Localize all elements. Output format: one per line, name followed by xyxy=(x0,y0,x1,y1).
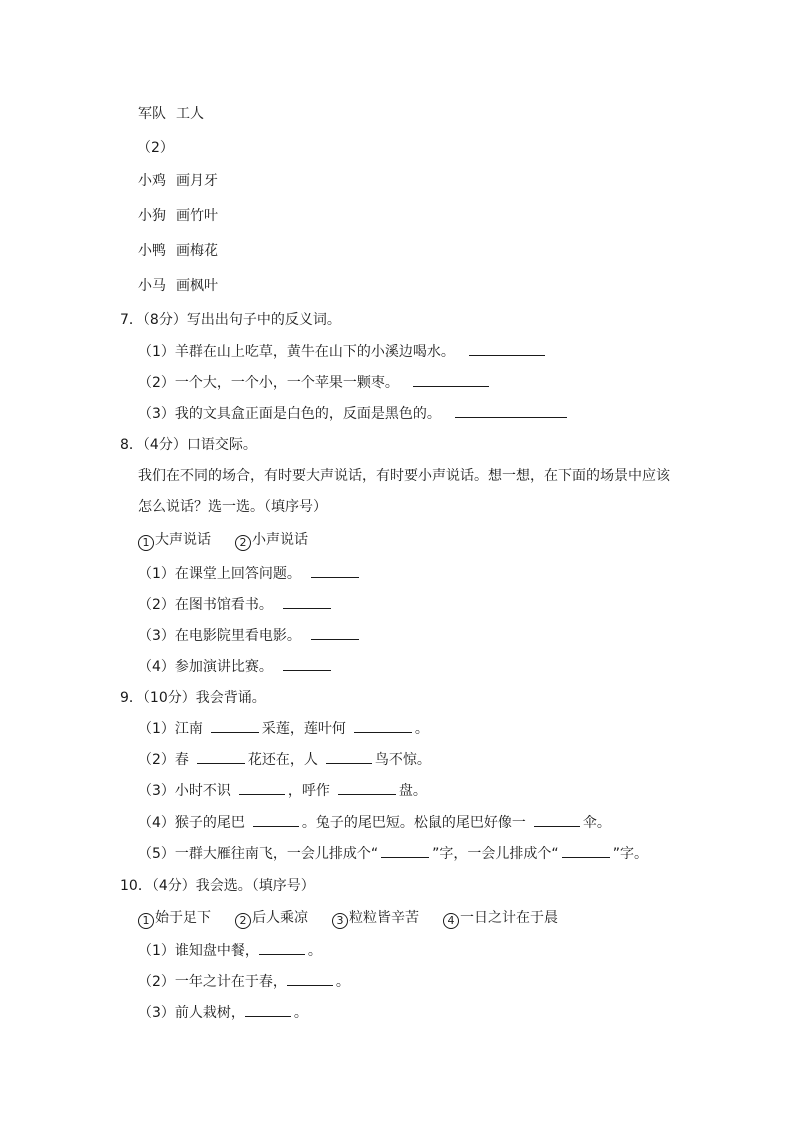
answer-blank[interactable] xyxy=(283,657,331,671)
option-text: 小声说话 xyxy=(252,532,308,548)
answer-blank[interactable] xyxy=(534,813,580,827)
item-text: （5）一群大雁往南飞，一会儿排成个“ xyxy=(138,846,379,862)
option-list xyxy=(138,530,308,551)
option-text: 一日之计在于晨 xyxy=(460,910,558,926)
match-pair xyxy=(138,241,218,261)
question-item xyxy=(138,844,648,864)
question-item xyxy=(138,719,429,739)
circled-number: 3 xyxy=(332,913,348,929)
option-list xyxy=(138,908,558,929)
circled-number: 1 xyxy=(138,535,154,551)
match-right: 画梅花 xyxy=(176,243,218,259)
item-text: 。兔子的尾巴短。松鼠的尾巴好像一 xyxy=(301,815,526,831)
option xyxy=(235,908,308,929)
circled-number: 2 xyxy=(235,913,251,929)
question-item xyxy=(138,626,362,646)
match-pair xyxy=(138,104,204,124)
match-left: 小鸭 xyxy=(138,243,166,259)
match-left: 小鸡 xyxy=(138,173,166,189)
question-item xyxy=(138,595,334,615)
option xyxy=(138,908,211,929)
item-text: （4）参加演讲比赛。 xyxy=(138,659,273,675)
answer-blank[interactable] xyxy=(469,342,545,356)
answer-blank[interactable] xyxy=(211,719,259,733)
answer-blank[interactable] xyxy=(562,844,610,858)
match-left: 小马 xyxy=(138,278,166,294)
question-item xyxy=(138,657,334,677)
question-title: 7．（8分）写出出句子中的反义词。 xyxy=(120,312,341,328)
option-text: 后人乘凉 xyxy=(252,910,308,926)
answer-blank[interactable] xyxy=(311,626,359,640)
answer-blank[interactable] xyxy=(413,373,489,387)
item-text: 花还在，人 xyxy=(247,752,318,768)
circled-number: 4 xyxy=(443,913,459,929)
question-item xyxy=(138,342,548,362)
option-text: 大声说话 xyxy=(155,532,211,548)
question-item xyxy=(138,1003,308,1023)
match-right: 画竹叶 xyxy=(176,208,218,224)
question-desc: 我们在不同的场合，有时要大声说话，有时要小声说话。想一想，在下面的场景中应该 xyxy=(138,468,670,484)
item-text: 。 xyxy=(293,1005,308,1021)
option-text: 粒粒皆辛苦 xyxy=(349,910,419,926)
item-text: 鸟不惊。 xyxy=(374,752,431,768)
question-title: 9．（10分）我会背诵。 xyxy=(120,690,266,706)
question-item xyxy=(138,750,431,770)
match-left: 小狗 xyxy=(138,208,166,224)
option-text: 始于足下 xyxy=(155,910,211,926)
item-text: （1）谁知盘中餐， xyxy=(138,943,259,959)
item-text: （3）我的文具盒正面是白色的，反面是黑色的。 xyxy=(138,406,441,422)
circled-number: 2 xyxy=(235,535,251,551)
item-text: 。 xyxy=(307,943,322,959)
question-desc: 怎么说话？选一选。（填序号） xyxy=(138,499,327,515)
item-text: （1）羊群在山上吃草，黄牛在山下的小溪边喝水。 xyxy=(138,344,455,360)
item-text: （3）小时不识 xyxy=(138,783,231,799)
item-text: （2）一个大，一个小，一个苹果一颗枣。 xyxy=(138,375,399,391)
part-label: （2） xyxy=(137,140,174,156)
item-text: （3）在电影院里看电影。 xyxy=(138,628,301,644)
question-item xyxy=(138,972,350,992)
item-text: （2）在图书馆看书。 xyxy=(138,597,273,613)
item-text: 。 xyxy=(335,974,350,990)
match-right: 工人 xyxy=(176,106,204,122)
answer-blank[interactable] xyxy=(354,719,412,733)
question-item xyxy=(138,373,492,393)
question-item xyxy=(138,941,322,961)
item-text: （3）前人栽树， xyxy=(138,1005,245,1021)
answer-blank[interactable] xyxy=(283,595,331,609)
answer-blank[interactable] xyxy=(253,813,299,827)
answer-blank[interactable] xyxy=(338,781,396,795)
answer-blank[interactable] xyxy=(239,781,285,795)
item-text: （2）春 xyxy=(138,752,189,768)
match-left: 军队 xyxy=(138,106,166,122)
question-title: 10．（4分）我会选。（填序号） xyxy=(120,878,315,894)
item-text: ，呼作 xyxy=(287,783,330,799)
question-item xyxy=(138,564,362,584)
item-text: 盘。 xyxy=(398,783,427,799)
item-text: ”字。 xyxy=(612,846,648,862)
answer-blank[interactable] xyxy=(259,941,305,955)
item-text: ”字，一会儿排成个“ xyxy=(432,846,559,862)
answer-blank[interactable] xyxy=(245,1003,291,1017)
match-pair xyxy=(138,206,218,226)
answer-blank[interactable] xyxy=(381,844,429,858)
match-right: 画月牙 xyxy=(176,173,218,189)
answer-blank[interactable] xyxy=(455,404,567,418)
match-pair xyxy=(138,276,218,296)
question-item xyxy=(138,404,570,424)
answer-blank[interactable] xyxy=(197,750,245,764)
option xyxy=(138,530,211,551)
item-text: （2）一年之计在于春， xyxy=(138,974,287,990)
option xyxy=(443,908,558,929)
match-right: 画枫叶 xyxy=(176,278,218,294)
match-pair xyxy=(138,171,218,191)
item-text: 。 xyxy=(414,721,429,737)
answer-blank[interactable] xyxy=(326,750,372,764)
answer-blank[interactable] xyxy=(311,564,359,578)
answer-blank[interactable] xyxy=(287,972,333,986)
item-text: （1）在课堂上回答问题。 xyxy=(138,566,301,582)
option xyxy=(235,530,308,551)
question-title: 8．（4分）口语交际。 xyxy=(120,437,257,453)
item-text: 采莲，莲叶何 xyxy=(261,721,346,737)
item-text: 伞。 xyxy=(582,815,611,831)
circled-number: 1 xyxy=(138,913,154,929)
item-text: （4）猴子的尾巴 xyxy=(138,815,245,831)
option xyxy=(332,908,419,929)
item-text: （1）江南 xyxy=(138,721,203,737)
question-item xyxy=(138,781,427,801)
question-item xyxy=(138,813,611,833)
